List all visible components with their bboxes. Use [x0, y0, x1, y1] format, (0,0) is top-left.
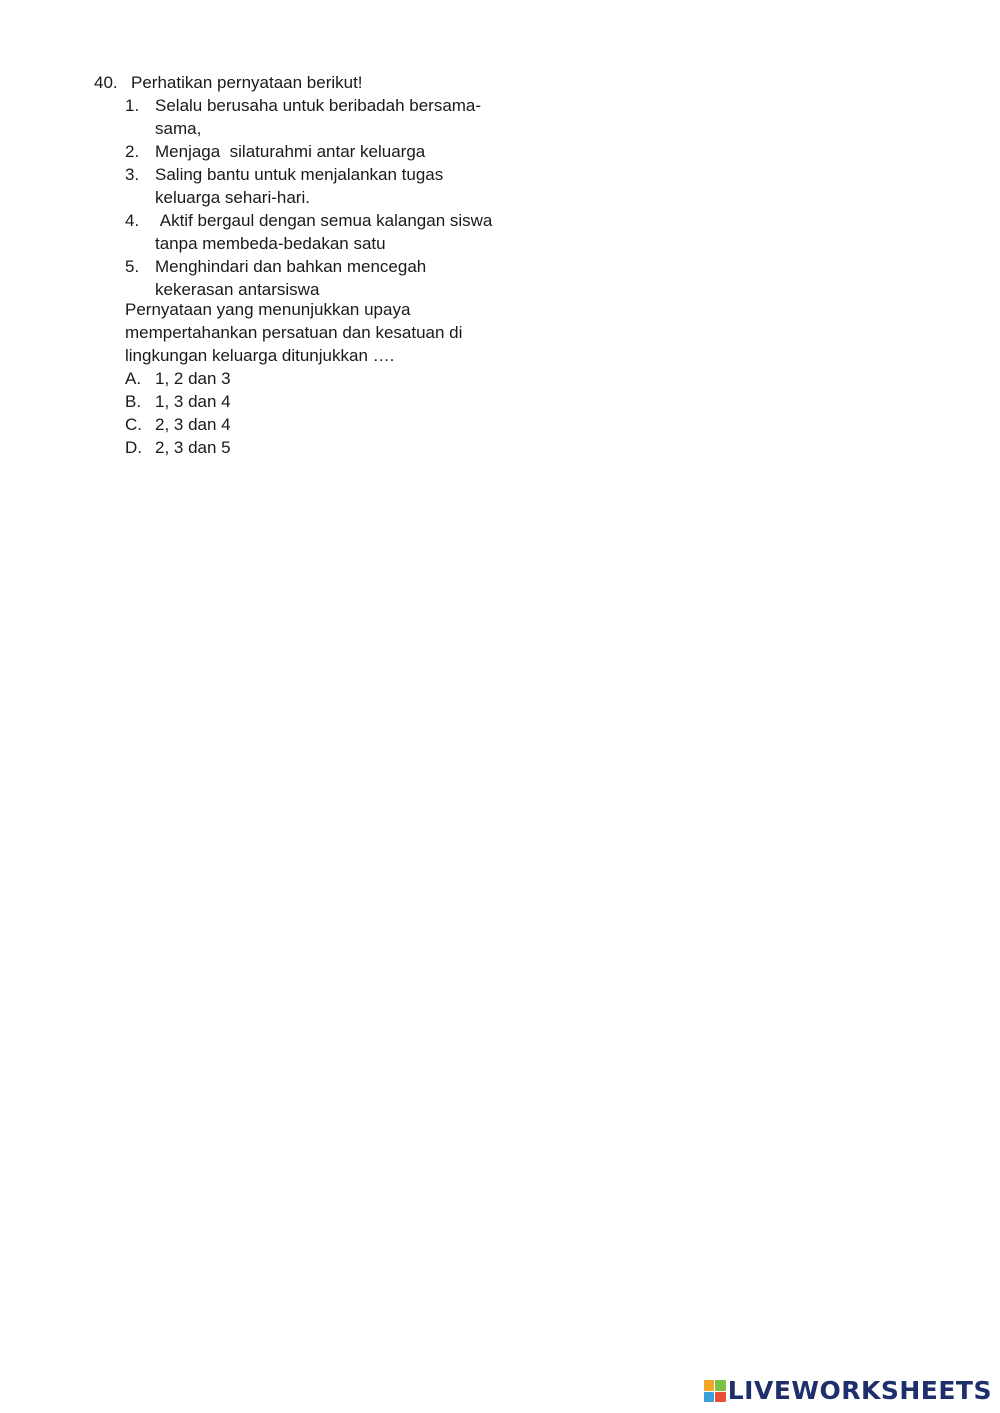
statement-text: Menghindari dan bahkan mencegah kekerasan antarsiswa [155, 257, 431, 299]
answer-option[interactable] [125, 390, 231, 413]
option-text: 1, 3 dan 4 [155, 392, 231, 411]
statement-number: 1. [125, 96, 140, 115]
option-text: 2, 3 dan 5 [155, 438, 231, 457]
statement-item [125, 163, 505, 209]
statement-item [125, 255, 505, 301]
statement-text: Selalu berusaha untuk beribadah bersama-sama, [155, 96, 482, 138]
logo-square-e [715, 1392, 726, 1403]
liveworksheets-logo-text: LIVEWORKSHEETS [727, 1376, 992, 1405]
statement-number: 3. [125, 165, 140, 184]
question-prompt: Pernyataan yang menunjukkan upaya mempertahankan persatuan dan kesatuan di lingkungan keluarga ditunjukkan …. [125, 300, 463, 365]
option-letter: C. [125, 415, 142, 434]
statement-number: 5. [125, 257, 140, 276]
liveworksheets-logo-icon [704, 1380, 726, 1402]
option-text: 2, 3 dan 4 [155, 415, 231, 434]
statement-item [125, 209, 505, 255]
statement-item [125, 94, 505, 140]
answer-option[interactable] [125, 413, 231, 436]
statement-number: 4. [125, 211, 140, 230]
option-letter: A. [125, 369, 142, 388]
question-number: 40. [94, 73, 118, 92]
option-text: 1, 2 dan 3 [155, 369, 231, 388]
logo-square-l [704, 1380, 715, 1391]
statement-text: Saling bantu untuk menjalankan tugas keluarga sehari-hari. [155, 165, 448, 207]
logo-square-i [715, 1380, 726, 1391]
answer-options [125, 367, 231, 459]
statement-item [125, 140, 505, 163]
question-heading [94, 71, 363, 94]
logo-square-v [704, 1392, 715, 1403]
liveworksheets-logo [704, 1377, 992, 1405]
statement-list [125, 94, 505, 301]
statement-text: Aktif bergaul dengan semua kalangan siswa tanpa membeda-bedakan satu [155, 211, 498, 253]
answer-option[interactable] [125, 436, 231, 459]
statement-number: 2. [125, 142, 140, 161]
question-heading-text: Perhatikan pernyataan berikut! [131, 73, 363, 92]
option-letter: B. [125, 392, 142, 411]
statement-text: Menjaga silaturahmi antar keluarga [155, 142, 426, 161]
answer-option[interactable] [125, 367, 231, 390]
option-letter: D. [125, 438, 142, 457]
